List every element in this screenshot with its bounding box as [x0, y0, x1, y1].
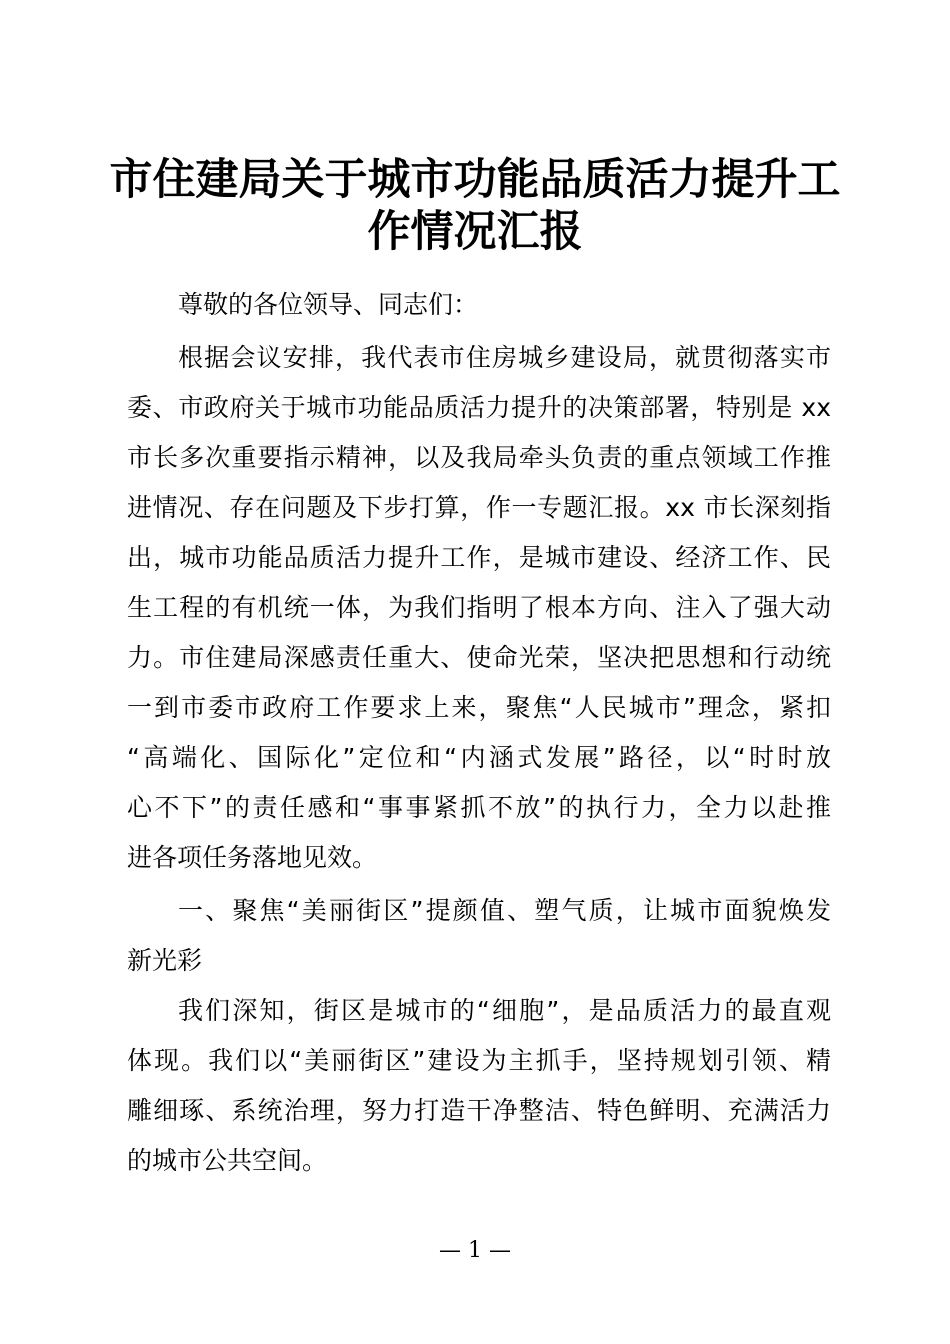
paragraph-line: 体现。我们以“美丽街区”建设为主抓手，坚持规划引领、精 [127, 1046, 831, 1075]
paragraph-line: 一到市委市政府工作要求上来，聚焦“人民城市”理念，紧扣 [127, 693, 831, 722]
paragraph-line: 进各项任务落地见效。 [127, 843, 378, 872]
paragraph-2 [127, 986, 831, 1186]
title-line-2: 作情况汇报 [367, 207, 583, 257]
paragraph-line: 根据会议安排，我代表市住房城乡建设局，就贯彻落实市 [178, 343, 831, 372]
paragraph-line: 委、市政府关于城市功能品质活力提升的决策部署，特别是 xx [127, 393, 831, 422]
paragraph-1 [127, 333, 831, 883]
paragraph-line: 力。市住建局深感责任重大、使命光荣，坚决把思想和行动统 [127, 643, 831, 672]
page-number: — 1 — [439, 1238, 511, 1263]
paragraph-line: “高端化、国际化”定位和“内涵式发展”路径，以“时时放 [127, 743, 831, 772]
paragraph-line: 出，城市功能品质活力提升工作，是城市建设、经济工作、民 [127, 543, 831, 572]
paragraph-line: 的城市公共空间。 [127, 1146, 328, 1175]
title-line-1: 市住建局关于城市功能品质活力提升工 [109, 155, 841, 205]
paragraph-line: 市长多次重要指示精神，以及我局牵头负责的重点领域工作推 [127, 443, 831, 472]
paragraph-line: 雕细琢、系统治理，努力打造干净整洁、特色鲜明、充满活力 [127, 1096, 831, 1125]
section-1-heading [127, 886, 831, 986]
greeting: 尊敬的各位领导、同志们： [178, 290, 479, 319]
paragraph-line: 我们深知，街区是城市的“细胞”，是品质活力的最直观 [178, 996, 831, 1025]
document-title [100, 154, 850, 258]
heading-line: 一、聚焦“美丽街区”提颜值、塑气质，让城市面貌焕发 [178, 896, 831, 925]
document-body [127, 280, 831, 1186]
paragraph-line: 心不下”的责任感和“事事紧抓不放”的执行力，全力以赴推 [127, 793, 831, 822]
paragraph-line: 生工程的有机统一体，为我们指明了根本方向、注入了强大动 [127, 593, 831, 622]
heading-line: 新光彩 [127, 946, 203, 975]
paragraph-line: 进情况、存在问题及下步打算，作一专题汇报。xx 市长深刻指 [127, 493, 831, 522]
